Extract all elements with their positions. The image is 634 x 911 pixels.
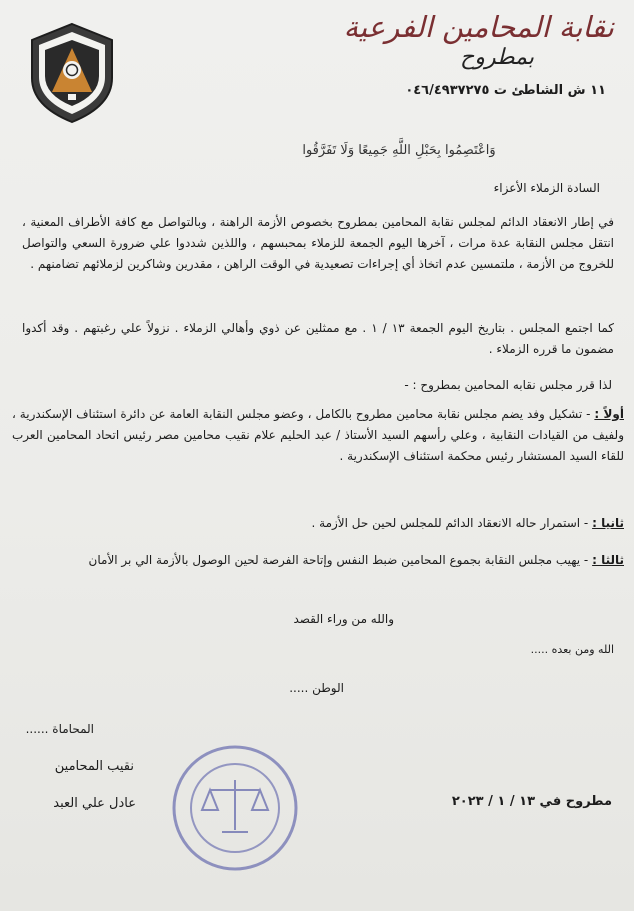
decision-item-1: [12, 404, 624, 467]
decision-item-text: - استمرار حاله الانعقاد الدائم للمجلس لحين حل الأزمة .: [311, 516, 589, 530]
letterhead-title: نقابة المحامين الفرعية: [343, 10, 614, 44]
decision-item-3: [12, 550, 624, 571]
paragraph-situation: في إطار الانعقاد الدائم لمجلس نقابة المحامين بمطروح بخصوص الأزمة الراهنة ، وبالتواصل مع كافة الأطراف المعنية ، انتقل مجلس النقابة عدة مرات ، آخرها اليوم الجمعة للزملاء بمحبسهم ، واللذين شددوا علي ضرورة السعي والتواصل للخروج من الأزمة ، ملتمسين عدم اتخاذ أي إجراءات تصعيدية في الوقت الراهن ، مقدرين وشاكرين لزملائهم تضامنهم .: [22, 215, 614, 271]
decision-item-label: أولاً :: [594, 407, 624, 421]
letterhead-branch: بمطروح: [460, 45, 534, 70]
official-stamp: [170, 742, 300, 874]
scales-of-justice-icon: [202, 780, 268, 832]
closing-advocacy: المحاماة ......: [25, 722, 94, 736]
syndicate-shield-logo-icon: [26, 22, 118, 124]
decision-intro: لذا قرر مجلس نقابه المحامين بمطروح : -: [404, 378, 612, 392]
decision-item-label: ثالثا :: [592, 553, 624, 567]
signature-title: نقيب المحامين: [54, 759, 134, 774]
closing-line: والله من وراء القصد: [293, 612, 394, 626]
letterhead: [314, 10, 614, 102]
closing-god: الله ومن بعده .....: [530, 643, 614, 656]
signature-name: عادل علي العبد: [53, 796, 136, 811]
decision-item-2: [12, 513, 624, 534]
paragraph-meeting: كما اجتمع المجلس . بتاريخ اليوم الجمعة ١٣ / ١ . مع ممثلين عن ذوي وأهالي الزملاء . نزولاً علي رغبتهم . وقد أكدوا مضمون ما قرره الزملاء .: [22, 321, 614, 356]
decision-item-text: - تشكيل وفد يضم مجلس نقابة محامين مطروح بالكامل ، وعضو مجلس النقابة العامة عن دائرة استئناف الإسكندرية ، ولفيف من القيادات النقابية ، وعلي رأسهم السيد الأستاذ / عبد الحليم علام نقيب محامين مصر رئيس اتحاد المحامين العرب للقاء السيد المستشار رئيس محكمة استئناف الإسكندرية .: [12, 407, 624, 463]
quran-verse: وَاعْتَصِمُوا بِحَبْلِ اللَّهِ جَمِيعًا وَلَا تَفَرَّقُوا: [302, 143, 496, 158]
decision-item-text: - يهيب مجلس النقابة بجموع المحامين ضبط النفس وإتاحة الفرصة لحين الوصول بالأزمة الي بر الأمان: [88, 553, 589, 567]
salutation: السادة الزملاء الأعزاء: [493, 181, 600, 195]
letter-date: مطروح في ١٣ / ١ / ٢٠٢٣: [451, 794, 612, 809]
letterhead-address: ١١ ش الشاطئ ت ٠٤٦/٤٩٣٧٢٧٥: [405, 83, 606, 98]
closing-nation: الوطن .....: [289, 681, 344, 695]
decision-item-label: ثانيا :: [592, 516, 624, 530]
